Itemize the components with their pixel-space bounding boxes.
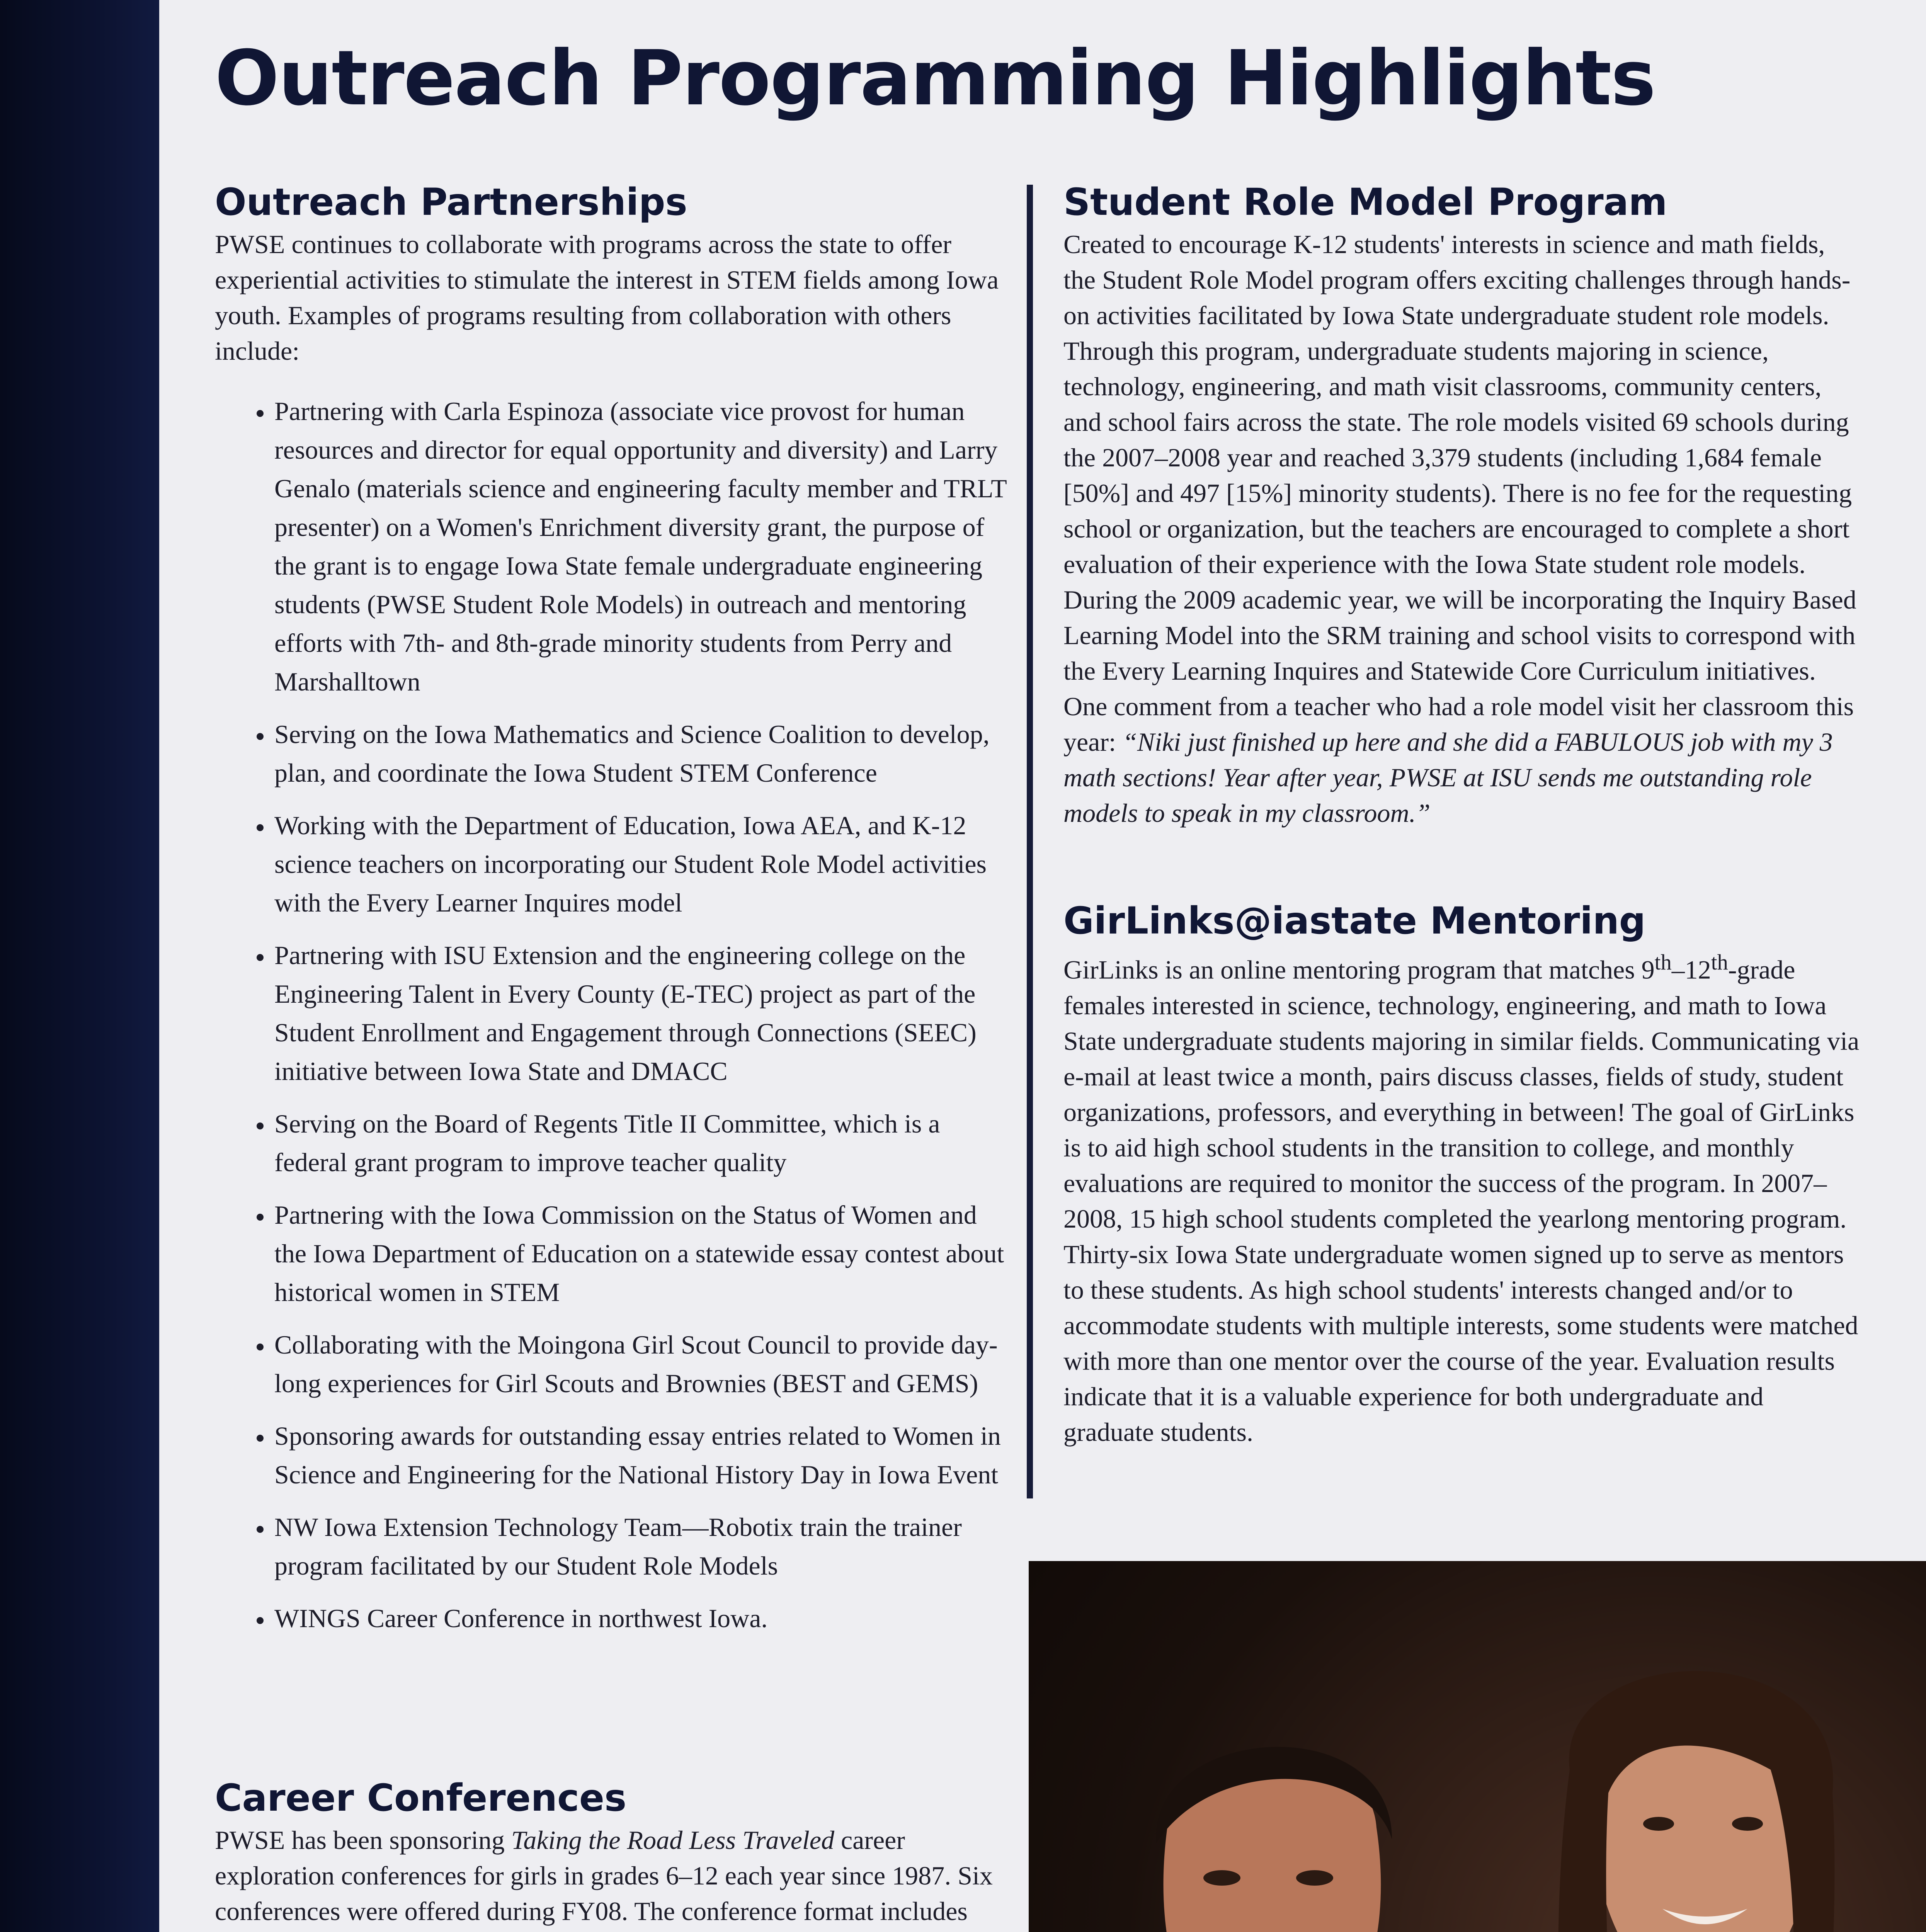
list-item: • WINGS Career Conference in northwest Iowa. [273, 1599, 1011, 1638]
career-conferences-text-rest: career exploration conferences for girls in grades 6–12 each year since 1987. Six conferences were offered during FY08. The conference format includes [215, 1825, 993, 1926]
career-conferences-text [215, 1822, 1011, 1932]
student-left-figure [1052, 1662, 1485, 1932]
teacher-quote: “Niki just finished up here and she did a FABULOUS job with my 3 math sections! Year after year, PWSE at ISU sends me outstanding role models to speak in my classroom.” [1063, 727, 1833, 828]
student-role-model-text [1063, 226, 1860, 831]
students-photo [1029, 1561, 1926, 1932]
girlinks-text-end: -grade females interested in science, technology, engineering, and math to Iowa State undergraduate students majoring in similar fields. Communicating via e-mail at least twice a month, pairs discuss classes, fields of study, student organizations, professors, and everything in between! The goal of GirLinks is to aid high school students in the transition to college, and monthly evaluations are required to monitor the success of the program. In 2007–2008, 15 high school students completed the yearlong mentoring program. Thirty-six Iowa State undergraduate women signed up to serve as mentors to these students. As high school students' interests changed and/or to accommodate students with multiple interests, some students were matched with more than one mentor over the course of the year. Evaluation results indicate that it is a valuable experience for both undergraduate and graduate students. [1063, 955, 1860, 1447]
list-item: • Serving on the Iowa Mathematics and Science Coalition to develop, plan, and coordinate the Iowa Student STEM Conference [273, 715, 1011, 792]
right-column [1063, 182, 1860, 1450]
column-divider [1027, 185, 1033, 1498]
list-item: • Sponsoring awards for outstanding essay entries related to Women in Science and Engineering for the National History Day in Iowa Event [273, 1417, 1011, 1494]
list-item: • Partnering with the Iowa Commission on the Status of Women and the Iowa Department of Education on a statewide essay contest about historical women in STEM [273, 1196, 1011, 1311]
list-item: • Partnering with ISU Extension and the engineering college on the Engineering Talent in Every County (E-TEC) project as part of the Student Enrollment and Engagement through Connections (SEEC) initiative between Iowa State and DMACC [273, 936, 1011, 1090]
girlinks-text [1063, 945, 1860, 1450]
girlinks-section [1063, 900, 1860, 1450]
outreach-partnerships-heading: Outreach Partnerships [215, 180, 687, 224]
student-role-model-section [1063, 182, 1860, 831]
student-role-model-body: Created to encourage K-12 students' interests in science and math fields, the Student Role Model program offers exciting challenges through hands-on activities facilitated by Iowa State undergraduate student role models. Through this program, undergraduate students majoring in science, technology, engineering, and math visit classrooms, community centers, and school fairs across the state. The role models visited 69 schools during the 2007–2008 year and reached 3,379 students (including 1,684 female [50%] and 497 [15%] minority students). There is no fee for the requesting school or organization, but the teachers are encouraged to complete a short evaluation of their experience with the Iowa State student role models. During the 2009 academic year, we will be incorporating the Inquiry Based Learning Model into the SRM training and school visits to correspond with the Every Learning Inquires and Statewide Core Curriculum initiatives. One comment from a teacher who had a role model visit her classroom this year: [1063, 229, 1856, 757]
dark-page-spine [0, 0, 159, 1932]
list-item: • Serving on the Board of Regents Title II Committee, which is a federal grant program to improve teacher quality [273, 1104, 1011, 1182]
girlinks-text-mid: –12 [1671, 955, 1711, 985]
girlinks-text-start: GirLinks is an online mentoring program that matches 9 [1063, 955, 1655, 985]
list-item: • Working with the Department of Education, Iowa AEA, and K-12 science teachers on incorporating our Student Role Model activities with the Every Learner Inquires model [273, 806, 1011, 922]
list-item: • Partnering with Carla Espinoza (associate vice provost for human resources and director for equal opportunity and diversity) and Larry Genalo (materials science and engineering faculty member and TRLT presenter) on a Women's Enrichment diversity grant, the purpose of the grant is to engage Iowa State female undergraduate engineering students (PWSE Student Role Models) in outreach and mentoring efforts with 7th- and 8th-grade minority students from Perry and Marshalltown [273, 392, 1011, 701]
conference-series-title: Taking the Road Less Traveled [511, 1825, 834, 1855]
list-item: • NW Iowa Extension Technology Team—Robotix train the trainer program facilitated by our Student Role Models [273, 1508, 1011, 1585]
career-conferences-section [215, 1777, 1011, 1932]
girlinks-heading: GirLinks@iastate Mentoring [1063, 899, 1646, 942]
student-role-model-heading: Student Role Model Program [1063, 180, 1667, 224]
page-title: Outreach Programming Highlights [215, 34, 1655, 122]
list-item: • Collaborating with the Moingona Girl Scout Council to provide day-long experiences for Girl Scouts and Brownies (BEST and GEMS) [273, 1325, 1011, 1403]
partnerships-list [215, 392, 1011, 1638]
grade-superscript: th [1654, 951, 1672, 975]
career-conferences-heading: Career Conferences [215, 1776, 627, 1820]
career-conferences-text-start: PWSE has been sponsoring [215, 1825, 511, 1855]
grade-superscript: th [1711, 951, 1728, 975]
student-right-figure [1454, 1654, 1926, 1932]
outreach-partnerships-section [215, 182, 1011, 1651]
outreach-partnerships-intro: PWSE continues to collaborate with programs across the state to offer experiential activities to stimulate the interest in STEM fields among Iowa youth. Examples of programs resulting from collaboration with others include: [215, 229, 999, 366]
section-spacer [1063, 831, 1860, 900]
